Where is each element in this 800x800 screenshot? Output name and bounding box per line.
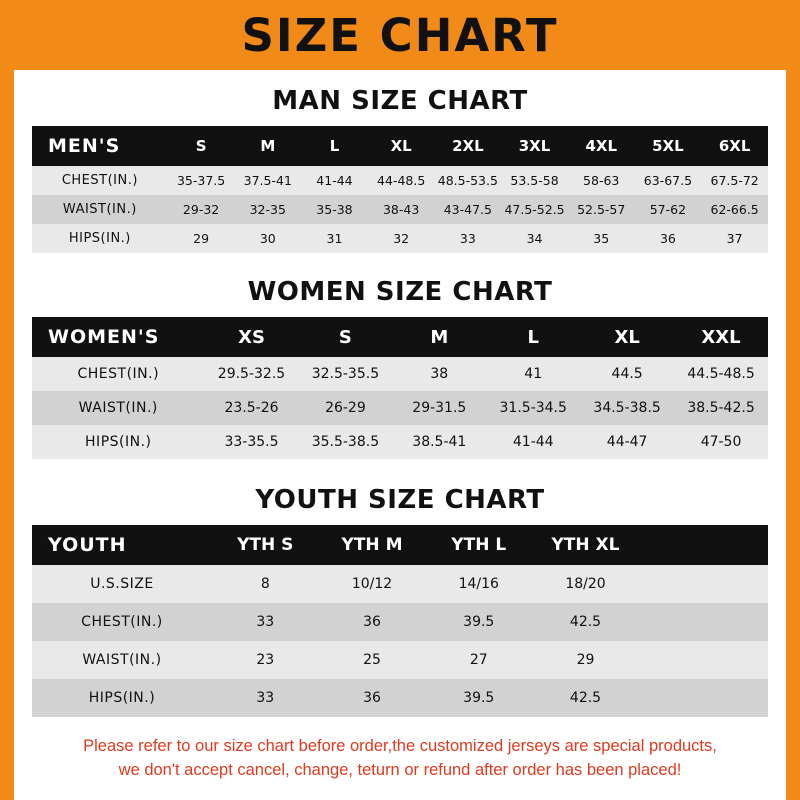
- chart-content: [14, 86, 786, 783]
- table-cell: 63-67.5: [643, 173, 693, 188]
- table-cell: 37.5-41: [243, 173, 292, 188]
- table-cell: 29: [193, 231, 210, 246]
- table-cell: 30: [259, 231, 276, 246]
- table-cell: 38.5-42.5: [687, 400, 755, 416]
- table-cell: 37: [726, 231, 743, 246]
- row-label: WAIST(IN.): [78, 400, 158, 416]
- table-cell: 47.5-52.5: [504, 202, 565, 217]
- table-cell: 42.5: [569, 614, 602, 630]
- table-cell: 39.5: [463, 690, 495, 706]
- table-cell: 38: [430, 366, 449, 382]
- table-header-row: [32, 126, 768, 166]
- man-header-cell: XL: [390, 137, 412, 155]
- table-row: [32, 224, 768, 253]
- youth-section-title: YOUTH SIZE CHART: [255, 485, 545, 515]
- table-cell: 33: [256, 614, 275, 630]
- table-cell: 42.5: [569, 690, 602, 706]
- man-size-table: [32, 126, 768, 253]
- table-cell: 35.5-38.5: [311, 434, 380, 450]
- table-cell: 34: [526, 231, 543, 246]
- table-cell: 32-35: [249, 202, 286, 217]
- youth-header-cell: YTH S: [237, 535, 294, 555]
- table-cell: 14/16: [458, 576, 499, 592]
- table-row: [32, 679, 768, 717]
- man-header-cell: 2XL: [452, 137, 484, 155]
- man-table-body: [32, 166, 768, 253]
- table-cell: 39.5: [463, 614, 495, 630]
- man-header-cell: 6XL: [718, 137, 751, 155]
- footer-note-line-1: Please refer to our size chart before order,the customized jerseys are special products,: [83, 737, 717, 755]
- man-table-header: [32, 126, 768, 166]
- table-cell-spacer: [639, 565, 768, 603]
- youth-header-cell: YTH XL: [551, 535, 620, 555]
- table-cell: 36: [659, 231, 676, 246]
- youth-table-header: [32, 525, 768, 565]
- table-cell: 36: [363, 614, 381, 630]
- youth-header-label: YOUTH: [48, 534, 127, 556]
- table-row: [32, 391, 768, 425]
- table-cell: 29: [576, 652, 595, 668]
- table-row: [32, 565, 768, 603]
- table-cell: 26-29: [325, 400, 366, 416]
- table-cell: 35: [593, 231, 610, 246]
- table-cell: 29-31.5: [412, 400, 467, 416]
- table-cell: 35-37.5: [176, 173, 226, 188]
- table-row: [32, 603, 768, 641]
- man-section-title: MAN SIZE CHART: [272, 86, 528, 116]
- table-cell: 29-32: [182, 202, 220, 217]
- table-cell: 57-62: [649, 202, 687, 217]
- women-header-cell: S: [338, 326, 352, 348]
- row-label: CHEST(IN.): [77, 366, 160, 382]
- table-row: [32, 425, 768, 459]
- table-cell: 27: [469, 652, 488, 668]
- table-cell: 32: [393, 231, 410, 246]
- table-cell: 23: [256, 652, 275, 668]
- row-label: HIPS(IN.): [68, 231, 131, 246]
- table-cell-spacer: [639, 679, 768, 717]
- man-header-cell: S: [195, 137, 207, 155]
- table-cell-spacer: [639, 641, 768, 679]
- women-size-table: [32, 317, 768, 459]
- table-cell: 32.5-35.5: [311, 366, 380, 382]
- table-cell: 33: [459, 231, 476, 246]
- row-label: HIPS(IN.): [85, 434, 152, 450]
- table-row: [32, 641, 768, 679]
- table-cell: 41-44: [316, 173, 353, 188]
- youth-size-table: [32, 525, 768, 717]
- table-cell: 58-63: [583, 173, 620, 188]
- table-cell: 44-47: [606, 434, 648, 450]
- table-cell: 31: [326, 231, 343, 246]
- women-table-body: [32, 357, 768, 459]
- women-header-cell: XL: [614, 326, 640, 348]
- table-header-row: [32, 525, 768, 565]
- table-cell: 52.5-57: [577, 202, 626, 217]
- women-header-cell: L: [527, 326, 539, 348]
- youth-header-spacer: [639, 525, 768, 565]
- row-label: CHEST(IN.): [81, 614, 163, 630]
- table-cell: 38-43: [382, 202, 420, 217]
- women-section-title: WOMEN SIZE CHART: [247, 277, 553, 307]
- table-cell: 23.5-26: [224, 400, 279, 416]
- table-cell: 44.5: [611, 366, 643, 382]
- man-header-label: MEN'S: [48, 135, 121, 157]
- women-header-cell: XXL: [701, 326, 741, 348]
- table-cell: 33: [256, 690, 275, 706]
- table-cell: 41-44: [512, 434, 554, 450]
- women-header-label: WOMEN'S: [48, 326, 160, 348]
- table-cell: 34.5-38.5: [593, 400, 661, 416]
- table-cell: 36: [363, 690, 381, 706]
- table-cell: 62-66.5: [710, 202, 759, 217]
- youth-table-body: [32, 565, 768, 717]
- man-header-cell: 3XL: [518, 137, 551, 155]
- row-label: U.S.SIZE: [90, 576, 154, 592]
- table-cell: 18/20: [565, 576, 606, 592]
- table-cell: 38.5-41: [412, 434, 467, 450]
- table-cell: 67.5-72: [710, 173, 759, 188]
- women-table-header: [32, 317, 768, 357]
- table-row: [32, 195, 768, 224]
- table-cell: 41: [524, 366, 543, 382]
- footer-note-line-2: we don't accept cancel, change, teturn or refund after order has been placed!: [118, 760, 682, 779]
- man-header-cell: 5XL: [652, 137, 684, 155]
- table-cell: 31.5-34.5: [499, 400, 567, 416]
- youth-header-cell: YTH L: [451, 535, 507, 555]
- row-label: CHEST(IN.): [61, 173, 138, 188]
- table-cell: 29.5-32.5: [217, 366, 286, 382]
- footer-note: [32, 735, 768, 783]
- man-header-cell: L: [329, 137, 340, 155]
- youth-header-cell: YTH M: [341, 535, 403, 555]
- table-cell-spacer: [639, 603, 768, 641]
- table-cell: 8: [260, 576, 270, 592]
- women-header-cell: M: [430, 326, 449, 348]
- table-row: [32, 166, 768, 195]
- row-label: WAIST(IN.): [62, 202, 137, 217]
- page-title: SIZE CHART: [241, 8, 559, 62]
- table-cell: 44.5-48.5: [687, 366, 755, 382]
- table-cell: 47-50: [700, 434, 742, 450]
- man-header-cell: 4XL: [585, 137, 617, 155]
- table-cell: 35-38: [316, 202, 353, 217]
- table-header-row: [32, 317, 768, 357]
- row-label: HIPS(IN.): [88, 690, 156, 706]
- table-cell: 33-35.5: [224, 434, 279, 450]
- table-cell: 25: [363, 652, 381, 668]
- page-banner: [14, 0, 786, 70]
- row-label: WAIST(IN.): [82, 652, 162, 668]
- table-row: [32, 357, 768, 391]
- man-header-cell: M: [260, 137, 276, 155]
- table-cell: 10/12: [351, 576, 393, 592]
- table-cell: 48.5-53.5: [437, 173, 498, 188]
- women-header-cell: XS: [238, 326, 265, 348]
- table-cell: 44-48.5: [377, 173, 426, 188]
- table-cell: 53.5-58: [510, 173, 559, 188]
- table-cell: 43-47.5: [443, 202, 492, 217]
